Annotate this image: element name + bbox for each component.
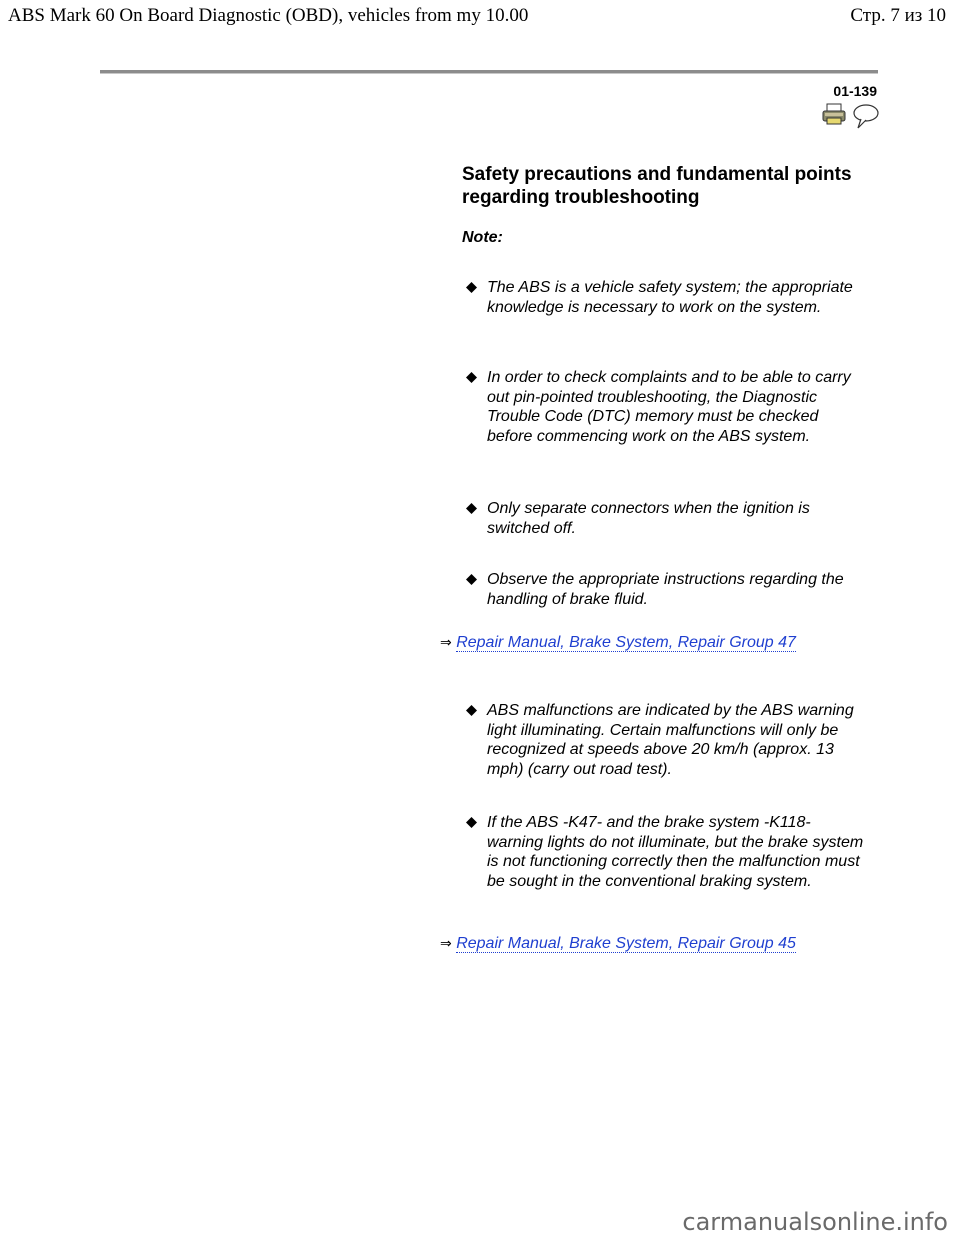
- list-item: [466, 368, 866, 446]
- diamond-bullet-icon: [466, 372, 477, 383]
- reference-link-block: [440, 934, 860, 955]
- reference-link-block: [440, 633, 860, 654]
- document-title-header: ABS Mark 60 On Board Diagnostic (OBD), vehicles from my 10.00: [8, 5, 529, 26]
- list-item-text: In order to check complaints and to be able to carry out pin-pointed troubleshooting, the Diagnostic Trouble Code (DTC) memory must be checked before commencing work on the ABS system.: [487, 369, 851, 445]
- list-item-text: Observe the appropriate instructions regarding the handling of brake fluid.: [487, 571, 844, 608]
- list-item: [466, 813, 866, 891]
- diamond-bullet-icon: [466, 705, 477, 716]
- diamond-bullet-icon: [466, 817, 477, 828]
- footer-watermark: carmanualsonline.info: [682, 1208, 948, 1236]
- note-label: Note:: [462, 229, 503, 246]
- list-item-text: If the ABS -K47- and the brake system -K118- warning lights do not illuminate, but the brake system is not functioning correctly then the malfunction must be sought in the conventional braking system.: [487, 814, 864, 890]
- diamond-bullet-icon: [466, 282, 477, 293]
- repair-manual-link-group-45[interactable]: Repair Manual, Brake System, Repair Group 45: [456, 935, 796, 952]
- diamond-bullet-icon: [466, 574, 477, 585]
- arrow-icon: ⇒: [440, 635, 452, 651]
- page-counter: Стр. 7 из 10: [850, 5, 946, 26]
- page-code: 01-139: [833, 83, 877, 99]
- list-item-text: The ABS is a vehicle safety system; the appropriate knowledge is necessary to work on the system.: [487, 279, 853, 316]
- arrow-icon: ⇒: [440, 936, 452, 952]
- list-item-text: Only separate connectors when the ignition is switched off.: [487, 500, 810, 537]
- list-item: [466, 701, 866, 779]
- section-title: Safety precautions and fundamental points regarding troubleshooting: [462, 164, 852, 208]
- list-item: [466, 278, 866, 317]
- diamond-bullet-icon: [466, 503, 477, 514]
- repair-manual-link-group-47[interactable]: Repair Manual, Brake System, Repair Group 47: [456, 634, 796, 651]
- list-item: [466, 499, 866, 538]
- toolbar-icons: [822, 103, 880, 134]
- printer-icon[interactable]: [822, 103, 846, 130]
- list-item: [466, 570, 866, 609]
- header-divider: [100, 70, 878, 74]
- list-item-text: ABS malfunctions are indicated by the ABS warning light illuminating. Certain malfunctions will only be recognized at speeds above 20 km/h (approx. 13 mph) (carry out road test).: [487, 702, 854, 778]
- speech-bubble-icon[interactable]: [852, 103, 880, 134]
